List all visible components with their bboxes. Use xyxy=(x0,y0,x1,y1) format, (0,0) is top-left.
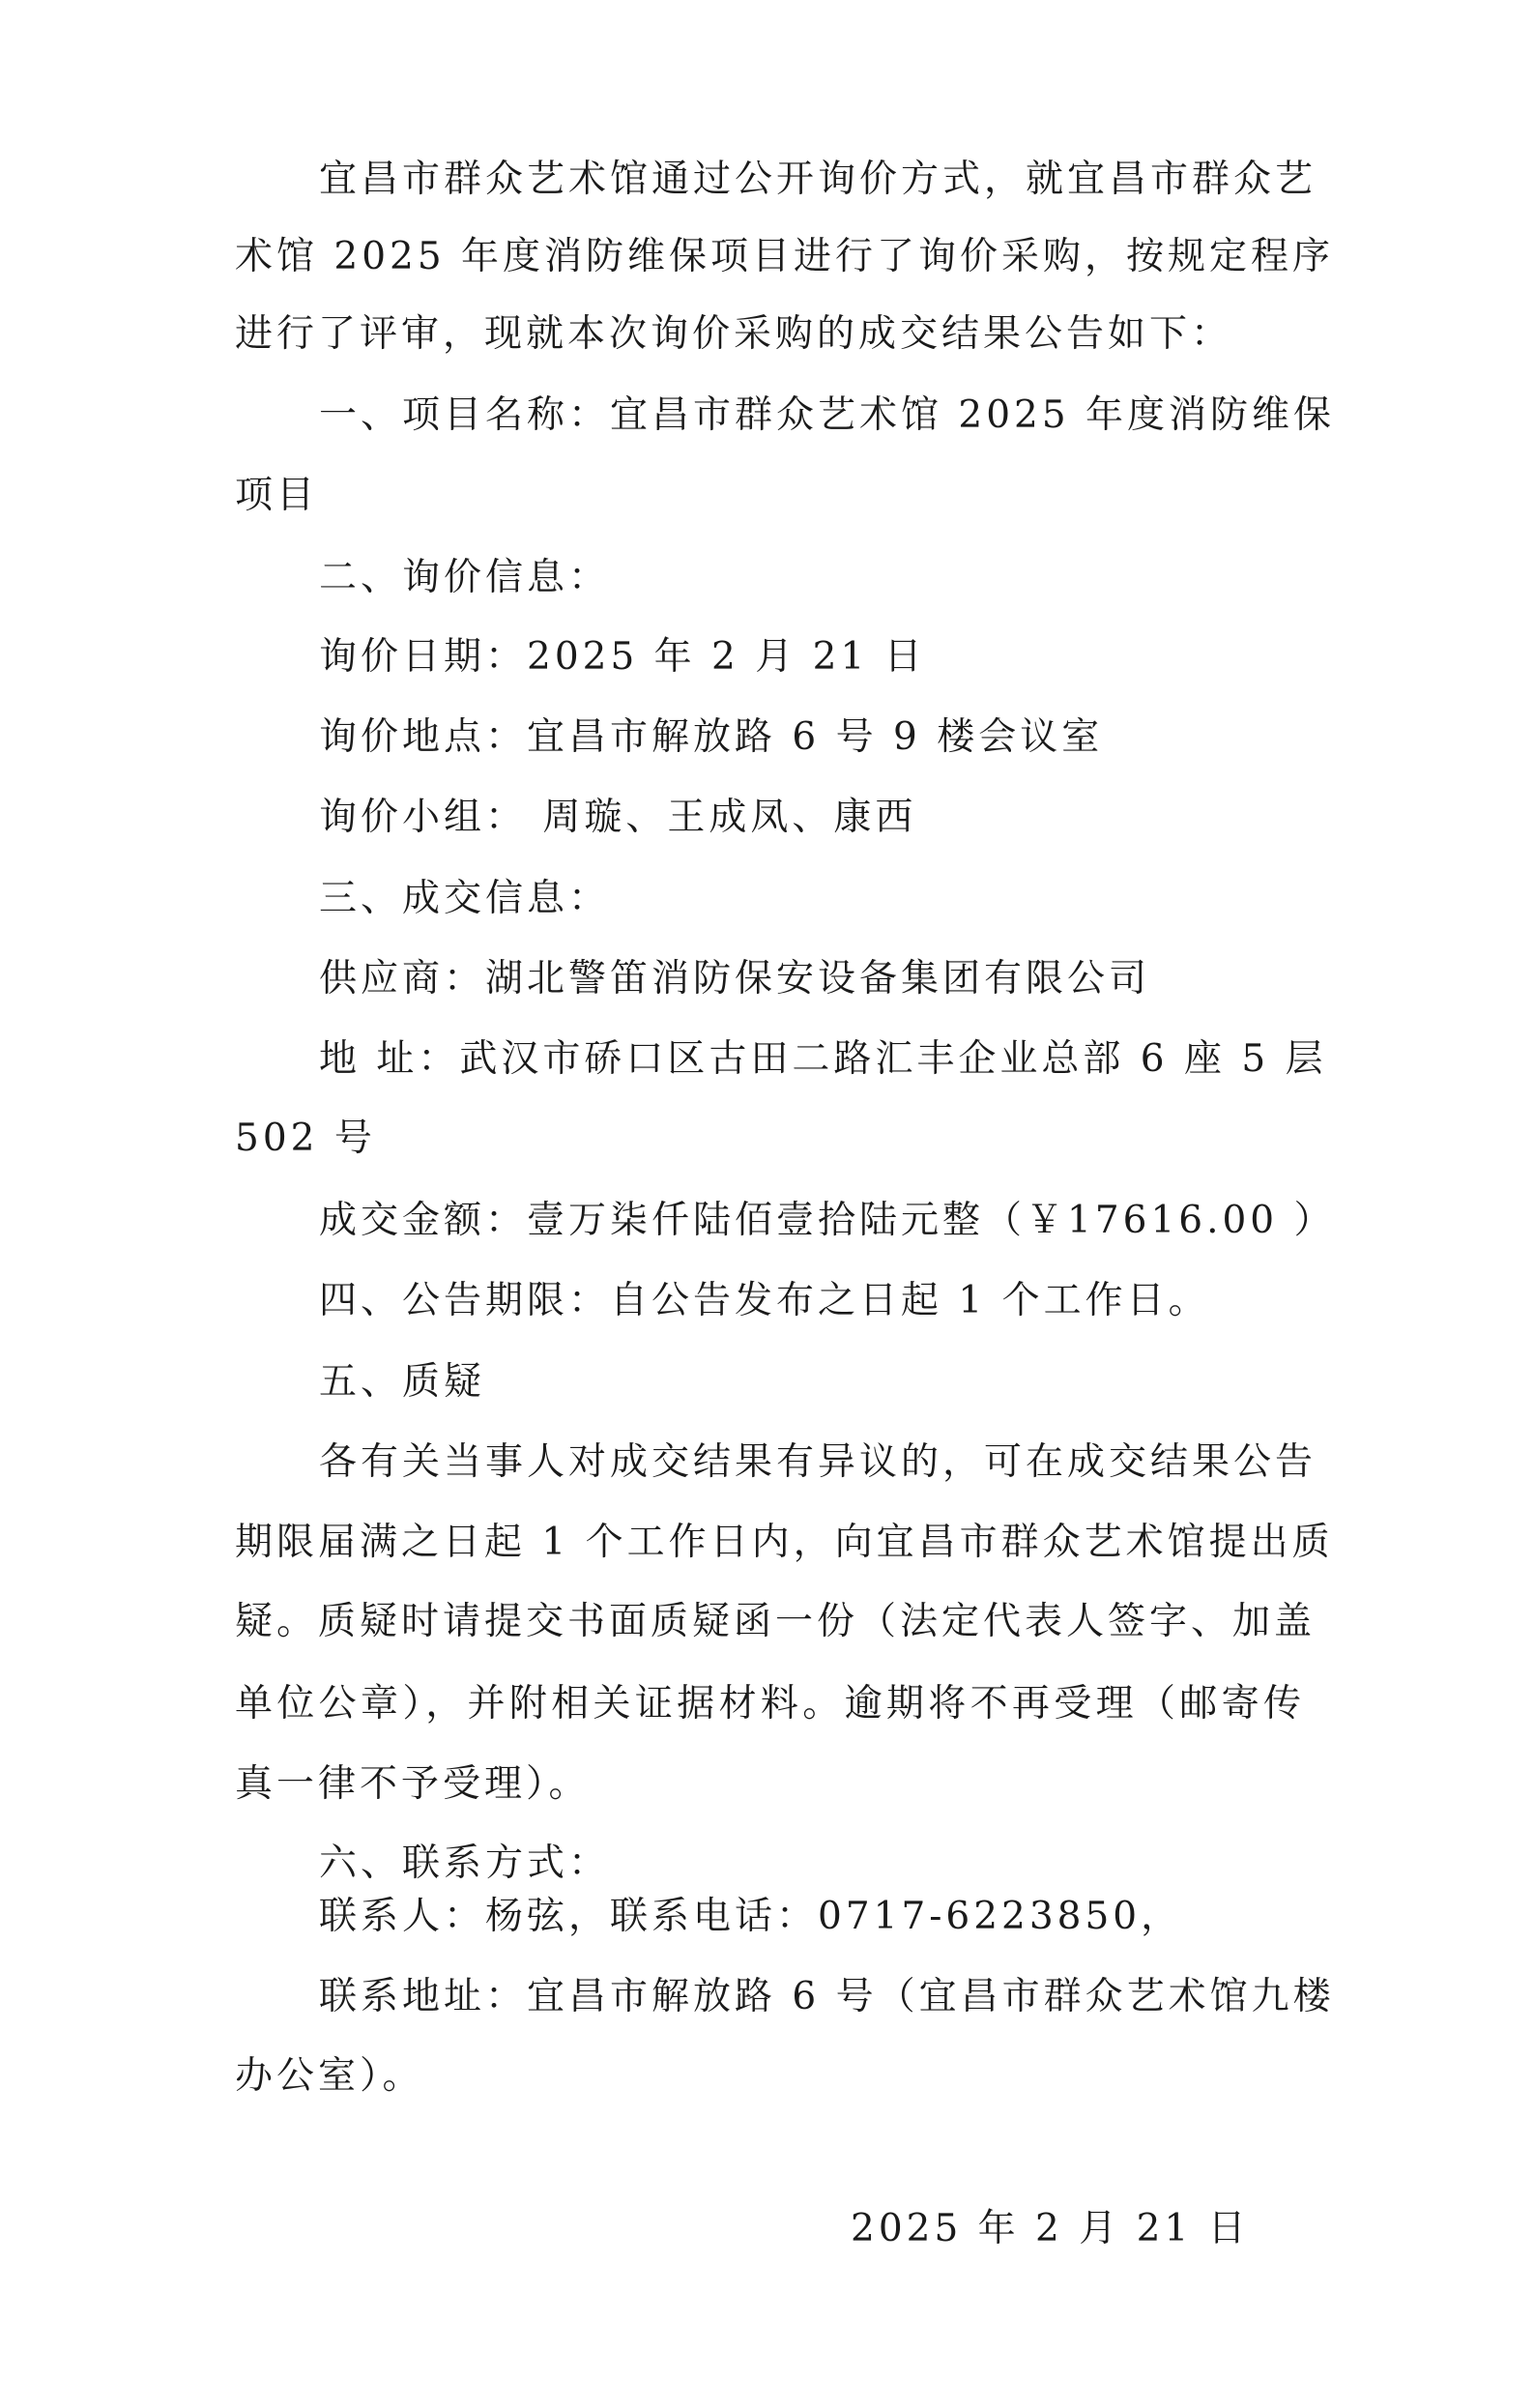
contact-address-line-2: 办公室）。 xyxy=(235,2054,424,2098)
contact-person-phone: 联系人：杨弦，联系电话：0717-6223850， xyxy=(319,1895,1183,1938)
intro-line-3: 进行了评审，现就本次询价采购的成交结果公告如下： xyxy=(235,312,1233,356)
contact-address-line-1: 联系地址：宜昌市解放路 6 号（宜昌市群众艺术馆九楼 xyxy=(319,1975,1335,2018)
objection-line-2: 期限届满之日起 1 个工作日内，向宜昌市群众艺术馆提出质 xyxy=(235,1521,1334,1564)
project-name-line-2: 项目 xyxy=(235,474,319,517)
project-name-line-1: 一、项目名称：宜昌市群众艺术馆 2025 年度消防维保 xyxy=(319,393,1336,437)
deal-amount: 成交金额：壹万柒仟陆佰壹拾陆元整（￥17616.00 ） xyxy=(319,1199,1336,1242)
inquiry-location: 询价地点：宜昌市解放路 6 号 9 楼会议室 xyxy=(319,715,1104,759)
objection-line-1: 各有关当事人对成交结果有异议的，可在成交结果公告 xyxy=(319,1440,1317,1484)
intro-line-2: 术馆 2025 年度消防维保项目进行了询价采购，按规定程序 xyxy=(235,235,1335,278)
intro-line-1: 宜昌市群众艺术馆通过公开询价方式，就宜昌市群众艺 xyxy=(319,158,1317,201)
supplier-address-line-2: 502 号 xyxy=(235,1117,376,1160)
supplier-address-line-1: 地 址：武汉市硚口区古田二路汇丰企业总部 6 座 5 层 xyxy=(319,1037,1327,1081)
objection-line-3: 疑。质疑时请提交书面质疑函一份（法定代表人签字、加盖 xyxy=(235,1600,1317,1643)
objection-line-4: 单位公章），并附相关证据材料。逾期将不再受理（邮寄传 xyxy=(235,1682,1305,1726)
objection-heading: 五、质疑 xyxy=(319,1360,486,1404)
objection-line-5: 真一律不予受理）。 xyxy=(235,1762,591,1806)
inquiry-date: 询价日期：2025 年 2 月 21 日 xyxy=(319,635,926,679)
deal-info-heading: 三、成交信息： xyxy=(319,877,611,920)
supplier: 供应商：湖北警笛消防保安设备集团有限公司 xyxy=(319,957,1151,1001)
announcement-period: 四、公告期限：自公告发布之日起 1 个工作日。 xyxy=(319,1279,1210,1322)
contact-heading: 六、联系方式： xyxy=(319,1842,611,1885)
inquiry-info-heading: 二、询价信息： xyxy=(319,556,611,599)
inquiry-group: 询价小组： 周璇、王成凤、康西 xyxy=(319,796,917,839)
signature-date: 2025 年 2 月 21 日 xyxy=(851,2207,1250,2250)
